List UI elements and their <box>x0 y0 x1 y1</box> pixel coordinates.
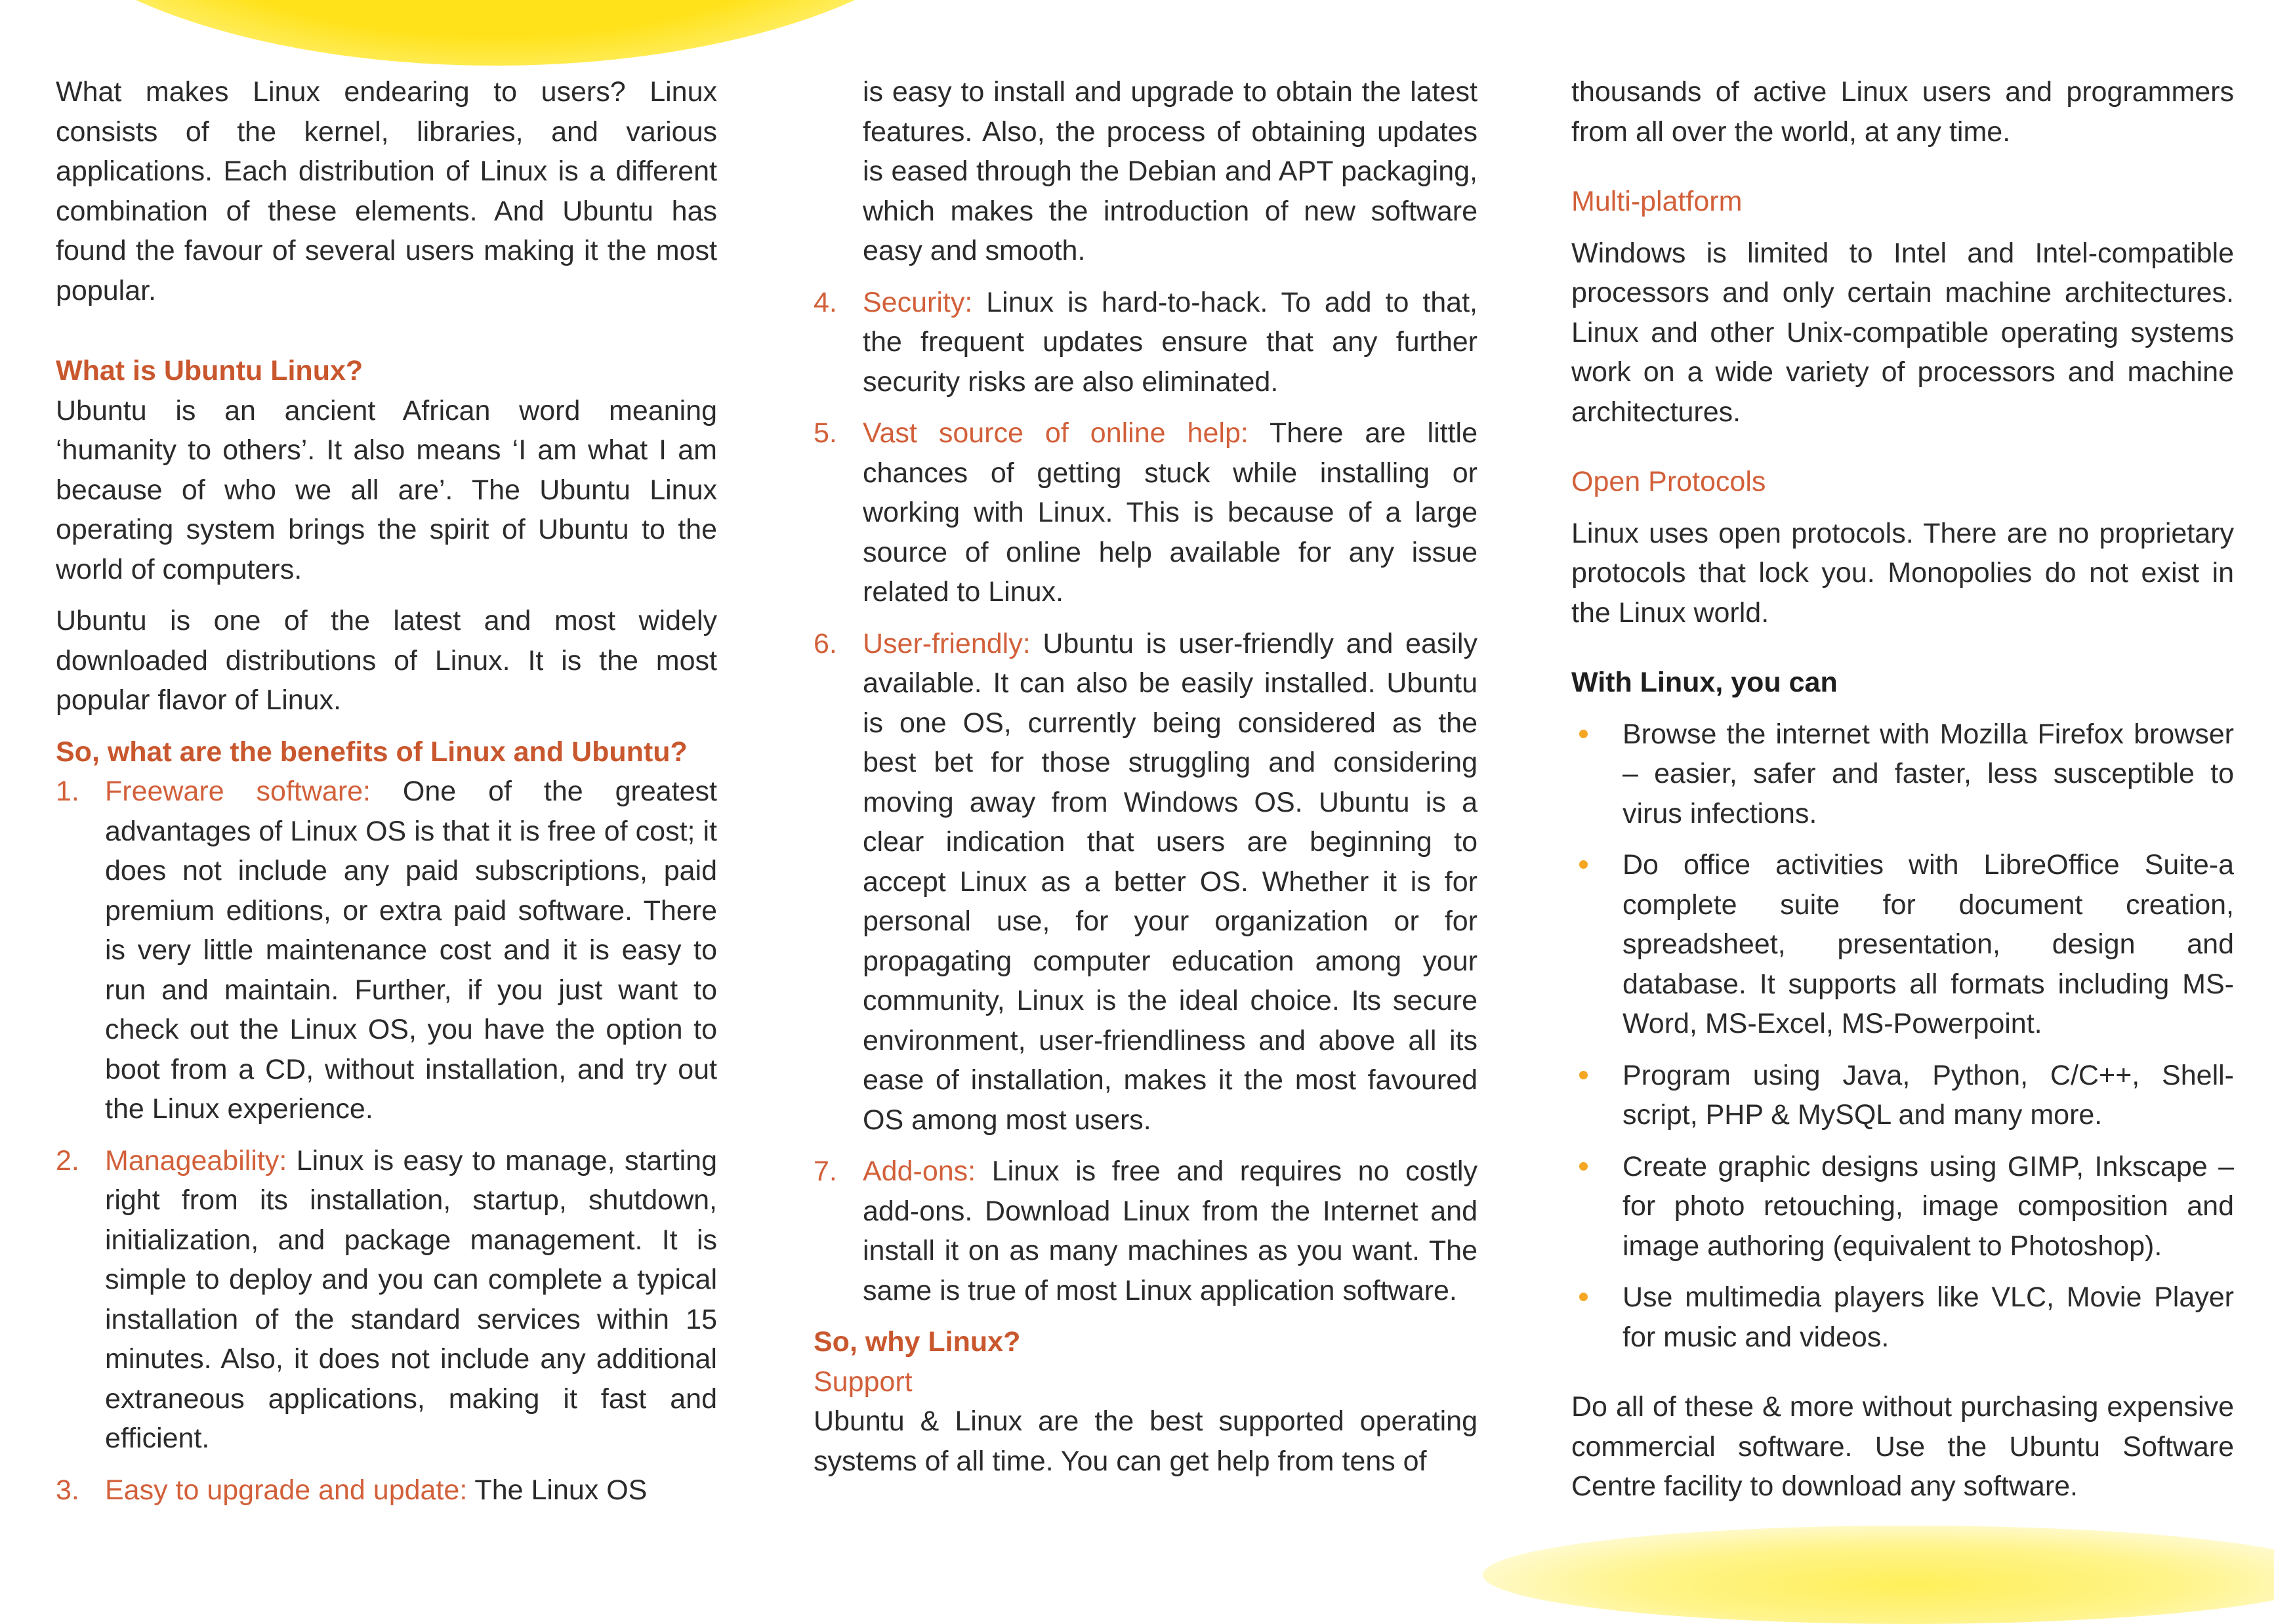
capabilities-list <box>1571 715 2234 1358</box>
benefit-item <box>814 283 1478 402</box>
support-paragraph-start: Ubuntu & Linux are the best supported operating systems of all time. You can get help from tens of <box>814 1405 1478 1477</box>
decorative-yellow-band-bottom <box>1483 1526 2274 1624</box>
benefit-text: The Linux OS <box>467 1474 648 1506</box>
capability-text: Browse the internet with Mozilla Firefox browser – easier, safer and faster, less susceptible to virus infections. <box>1623 718 2234 829</box>
benefit-text: There are little chances of getting stuck while installing or working with Linux. This is because of a large source of online help available for any issue related to Linux. <box>863 417 1478 608</box>
heading-benefits: So, what are the benefits of Linux and Ubuntu? <box>56 736 688 768</box>
column-middle <box>814 72 1478 1493</box>
capability-text: Create graphic designs using GIMP, Inkscape – for photo retouching, image composition and image authoring (equivalent to Photoshop). <box>1623 1150 2234 1262</box>
capability-text: Do office activities with LibreOffice Suite-a complete suite for document creation, spreadsheet, presentation, design and database. It supports all formats including MS-Word, MS-Excel, MS-Powerpoint. <box>1623 849 2234 1039</box>
column-right <box>1571 72 2234 1518</box>
capability-item <box>1571 715 2234 834</box>
subheading-multi-platform: Multi-platform <box>1571 186 1743 217</box>
capability-item <box>1571 1056 2234 1135</box>
benefit-number: 6. <box>814 627 837 659</box>
bullet-dot-icon <box>1579 1293 1588 1301</box>
benefit-text: Linux is free and requires no costly add-ons. Download Linux from the Internet and install it on as many machines as you want. The same is true of most Linux application software. <box>863 1156 1478 1306</box>
heading-why-linux: So, why Linux? <box>814 1326 1021 1358</box>
benefit-title: Freeware software: <box>105 776 371 807</box>
open-protocols-paragraph: Linux uses open protocols. There are no proprietary protocols that lock you. Monopolies do not exist in the Linux world. <box>1571 517 2234 629</box>
heading-what-is-ubuntu: What is Ubuntu Linux? <box>56 355 363 386</box>
benefit-item <box>56 772 717 1129</box>
benefit-title: Manageability: <box>105 1144 287 1176</box>
closing-paragraph: Do all of these & more without purchasing expensive commercial software. Use the Ubuntu Software Centre facility to download any software. <box>1571 1391 2234 1502</box>
benefit-number: 2. <box>56 1144 79 1176</box>
capability-text: Use multimedia players like VLC, Movie Player for music and videos. <box>1623 1281 2234 1353</box>
subheading-open-protocols: Open Protocols <box>1571 466 1766 497</box>
bullet-dot-icon <box>1579 1071 1588 1079</box>
bullet-dot-icon <box>1579 730 1588 738</box>
benefit-number: 1. <box>56 776 79 807</box>
benefit-text: Linux is easy to manage, starting right from its installation, startup, shutdown, initialization, and package management. It is simple to deploy and you can complete a typical installation of the standard services within 15 minutes. Also, it does not include any additional extraneous applications, making it fast and efficient. <box>105 1144 717 1454</box>
capability-item <box>1571 1147 2234 1266</box>
capability-text: Program using Java, Python, C/C++, Shell-script, PHP & MySQL and many more. <box>1623 1059 2234 1131</box>
benefit-text: is easy to install and upgrade to obtain the latest features. Also, the process of obtaining updates is eased through the Debian and APT packaging, which makes the introduction of new software easy and smooth. <box>863 76 1478 266</box>
benefit-number: 4. <box>814 286 837 318</box>
benefit-item-continued <box>814 72 1478 271</box>
benefits-list <box>56 772 717 1510</box>
capability-item <box>1571 845 2234 1044</box>
heading-with-linux-you-can: With Linux, you can <box>1571 667 1838 698</box>
what-is-paragraph-2: Ubuntu is one of the latest and most widely downloaded distributions of Linux. It is the most popular flavor of Linux. <box>56 605 717 716</box>
multi-platform-paragraph: Windows is limited to Intel and Intel-compatible processors and only certain machine architectures. Linux and other Unix-compatible operating systems work on a wide variety of processors and machine architectures. <box>1571 237 2234 428</box>
column-left <box>56 72 717 1522</box>
benefit-number: 3. <box>56 1474 79 1506</box>
benefit-title: Vast source of online help: <box>863 417 1249 449</box>
benefit-text: One of the greatest advantages of Linux OS is that it is free of cost; it does not include any paid subscriptions, paid premium editions, or extra paid software. There is very little maintenance cost and it is easy to run and maintain. Further, if you just want to check out the Linux OS, you have the option to boot from a CD, without installation, and try out the Linux experience. <box>105 776 717 1125</box>
capability-item <box>1571 1278 2234 1357</box>
decorative-yellow-band-top <box>7 0 984 66</box>
benefit-item <box>56 1470 717 1510</box>
benefit-item <box>56 1141 717 1459</box>
bullet-dot-icon <box>1579 1162 1588 1171</box>
benefit-title: Add-ons: <box>863 1156 976 1187</box>
benefit-title: User-friendly: <box>863 627 1031 659</box>
benefit-number: 7. <box>814 1156 837 1187</box>
benefit-item <box>814 624 1478 1140</box>
benefits-list-continued <box>814 72 1478 1310</box>
benefit-title: Security: <box>863 286 973 318</box>
support-paragraph-end: thousands of active Linux users and programmers from all over the world, at any time. <box>1571 76 2234 148</box>
benefit-number: 5. <box>814 417 837 449</box>
benefit-item <box>814 413 1478 612</box>
benefit-title: Easy to upgrade and update: <box>105 1474 468 1506</box>
intro-paragraph: What makes Linux endearing to users? Linux consists of the kernel, libraries, and various applications. Each distribution of Linux is a different combination of these elements. And Ubuntu has found the favour of several users making it the most popular. <box>56 76 717 306</box>
subheading-support: Support <box>814 1365 913 1398</box>
benefit-text: Ubuntu is user-friendly and easily available. It can also be easily installed. Ubuntu is one OS, currently being considered as the best bet for those struggling and considering moving away from Windows OS. Ubuntu is a clear indication that users are beginning to accept Linux as a better OS. Whether it is for personal use, for your organization or for propagating computer education among your community, Linux is the ideal choice. Its secure environment, user-friendliness and above all its ease of installation, makes it the most favoured OS among most users. <box>863 627 1478 1136</box>
benefit-text: Linux is hard-to-hack. To add to that, the frequent updates ensure that any further security risks are also eliminated. <box>863 286 1478 398</box>
benefit-item <box>814 1152 1478 1310</box>
what-is-paragraph-1: Ubuntu is an ancient African word meaning ‘humanity to others’. It also means ‘I am what I am because of who we all are’. The Ubuntu Linux operating system brings the spirit of Ubuntu to the world of computers. <box>56 394 717 585</box>
bullet-dot-icon <box>1579 860 1588 869</box>
